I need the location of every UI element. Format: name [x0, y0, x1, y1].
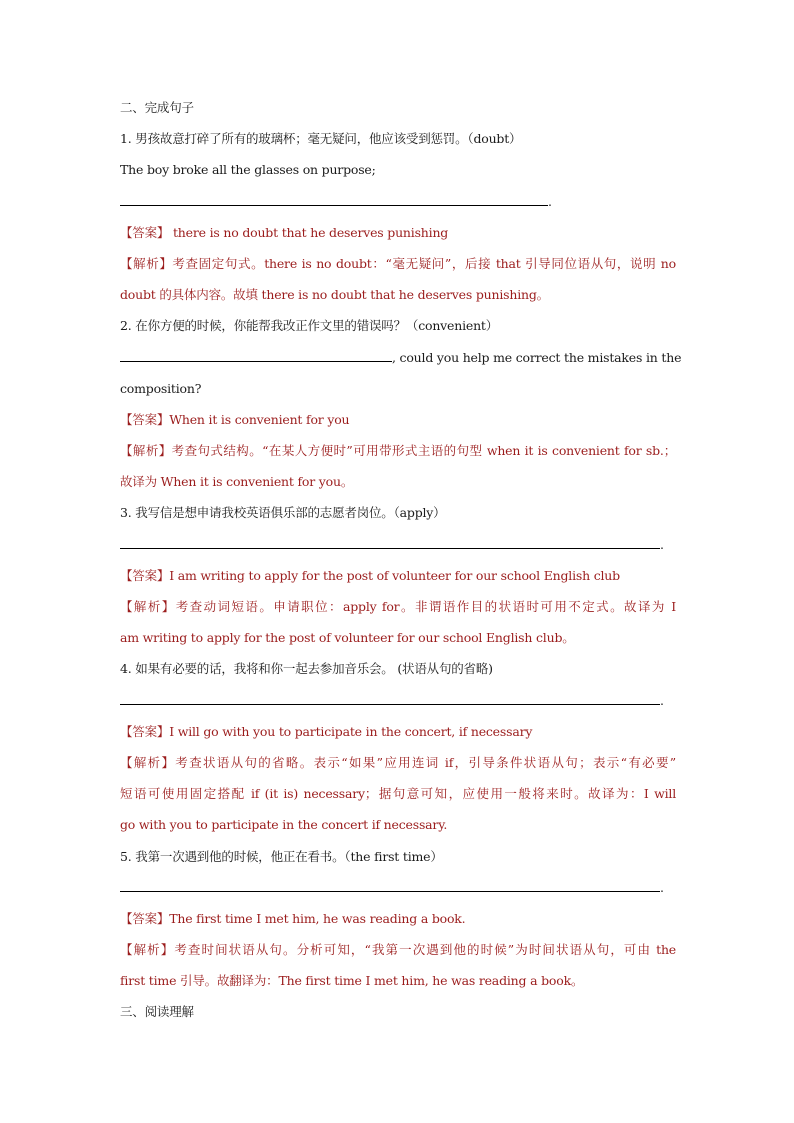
question-2-explain-line-1: 【解析】考查句式结构。“在某人方便时”可用带形式主语的句型 when it is convenient for sb.；	[120, 443, 676, 459]
question-5-explain-line-1: 【解析】考查时间状语从句。分析可知，“我第一次遇到他的时候”为时间状语从句，可由 the	[120, 942, 676, 958]
question-1-answer: 【答案】 there is no doubt that he deserves punishing	[120, 224, 449, 240]
question-1-explain-line-1: 【解析】考查固定句式。there is no doubt：“毫无疑问”，后接 that 引导同位语从句，说明 no	[120, 255, 676, 271]
question-1-prompt: 1. 男孩故意打碎了所有的玻璃杯；毫无疑问，他应该受到惩罚。（doubt）	[120, 131, 522, 147]
worksheet-page	[120, 92, 682, 1028]
question-4-blank-row	[120, 685, 676, 716]
section-title: 三、阅读理解	[120, 1004, 194, 1020]
question-4-explain-line-2: 短语可使用固定搭配 if (it is) necessary；据句意可知，应使用一般将来时。故译为：I will	[120, 786, 676, 802]
answer-blank[interactable]	[120, 690, 660, 705]
question-4-explain-line-1: 【解析】考查状语从句的省略。表示“如果”应用连词 if，引导条件状语从句；表示“有必要”	[120, 754, 676, 770]
period: .	[660, 879, 664, 895]
answer-blank[interactable]	[120, 877, 660, 892]
section-title: 二、完成句子	[120, 100, 194, 115]
question-1-explain-line-2: doubt 的具体内容。故填 there is no doubt that he deserves punishing。	[120, 287, 549, 303]
question-3-answer: 【答案】I am writing to apply for the post of volunteer for our school English club	[120, 567, 620, 583]
question-1-given: The boy broke all the glasses on purpose;	[120, 162, 376, 178]
question-5-answer: 【答案】The first time I met him, he was reading a book.	[120, 910, 466, 926]
answer-blank[interactable]	[120, 534, 660, 549]
answer-blank[interactable]	[120, 347, 392, 362]
question-2-explain-line-2: 故译为 When it is convenient for you。	[120, 474, 354, 490]
question-2-answer: 【答案】When it is convenient for you	[120, 411, 350, 427]
question-2-blank-row	[120, 342, 682, 373]
question-2-tail-1: , could you help me correct the mistakes in the	[392, 349, 682, 365]
question-1-blank-row	[120, 186, 676, 217]
question-5-blank-row	[120, 872, 676, 903]
answer-blank[interactable]	[120, 191, 548, 206]
question-3-explain-line-1: 【解析】考查动词短语。申请职位：apply for。非谓语作目的状语时可用不定式。故译为 I	[120, 599, 676, 614]
question-3-prompt: 3. 我写信是想申请我校英语俱乐部的志愿者岗位。（apply）	[120, 505, 446, 521]
period: .	[660, 692, 664, 708]
question-5-explain-line-2: first time 引导。故翻译为：The first time I met him, he was reading a book。	[120, 973, 584, 989]
question-4-prompt: 4. 如果有必要的话，我将和你一起去参加音乐会。 (状语从句的省略)	[120, 661, 493, 677]
question-2-prompt: 2. 在你方便的时候，你能帮我改正作文里的错误吗？（convenient）	[120, 318, 499, 334]
period: .	[548, 193, 552, 209]
period: .	[660, 536, 664, 552]
question-3-explain-line-2: am writing to apply for the post of volunteer for our school English club。	[120, 630, 575, 646]
question-3-blank-row	[120, 529, 676, 560]
question-2-tail-2: composition?	[120, 380, 202, 396]
question-4-explain-line-3: go with you to participate in the concert if necessary.	[120, 817, 448, 833]
question-4-answer: 【答案】I will go with you to participate in the concert, if necessary	[120, 723, 533, 739]
question-5-prompt: 5. 我第一次遇到他的时候，他正在看书。（the first time）	[120, 848, 443, 864]
